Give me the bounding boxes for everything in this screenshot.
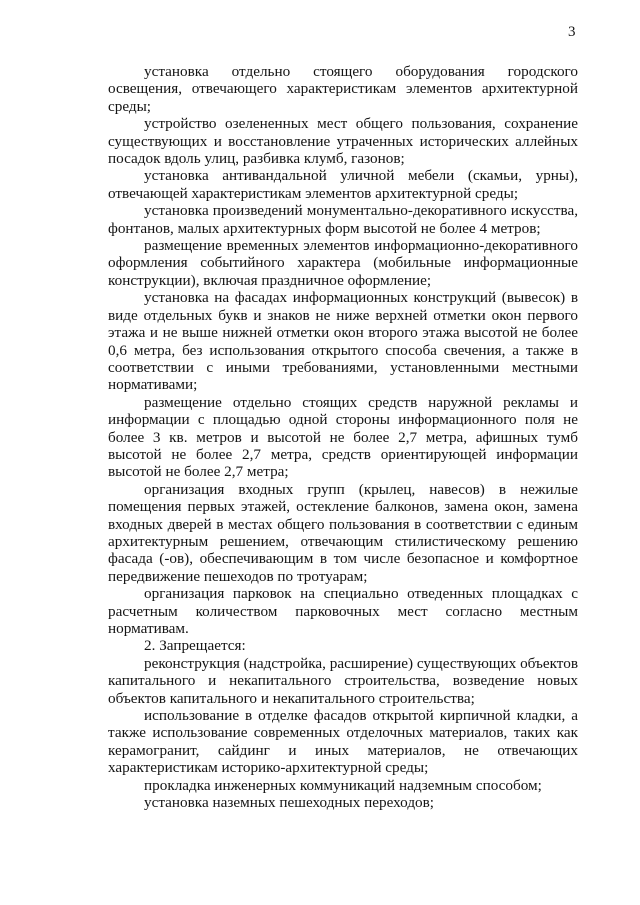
- paragraph-outdoor-advertising: размещение отдельно стоящих средств наружной рекламы и информации с площадью одной стороны информационного поля не более 3 кв. метров и высотой не более 2,7 метра, афишных тумб высотой не более 2,7 метра, средств ориентирующей информации высотой не более 2,7 метра;: [108, 393, 578, 481]
- paragraph-facade-signage: установка на фасадах информационных конструкций (вывесок) в виде отдельных букв и знаков не ниже верхней отметки окон первого этажа и не выше нижней отметки окон второго этажа высотой не более 0,6 метра, без использования открытого способа свечения, а также в соответствии с иными требованиями, установленными местными нормативами;: [108, 289, 578, 394]
- document-body: [108, 63, 578, 811]
- page-number: 3: [568, 24, 576, 40]
- paragraph-street-furniture: установка антивандальной уличной мебели (скамьи, урны), отвечающей характеристикам элементов архитектурной среды;: [108, 167, 578, 202]
- paragraph-entrance-groups: организация входных групп (крылец, навесов) в нежилые помещения первых этажей, остекление балконов, замена окон, замена входных дверей в местах общего пользования в соответствии с единым архитектурным решением, отвечающим стилистическому решению фасада (-ов), обеспечивающим в том числе безопасное и комфортное передвижение пешеходов по тротуарам;: [108, 480, 578, 585]
- paragraph-parking: организация парковок на специально отведенных площадках с расчетным количеством парковочных мест согласно местным нормативам.: [108, 585, 578, 637]
- paragraph-greenery: устройство озелененных мест общего пользования, сохранение существующих и восстановление утраченных исторических аллейных посадок вдоль улиц, разбивка клумб, газонов;: [108, 115, 578, 168]
- paragraph-monumental-art: установка произведений монументально-декоративного искусства, фонтанов, малых архитектурных форм высотой не более 4 метров;: [108, 202, 578, 237]
- paragraph-reconstruction: реконструкция (надстройка, расширение) существующих объектов капитального и некапитального строительства, возведение новых объектов капитального и некапитального строительства;: [108, 654, 578, 707]
- paragraph-street-lighting: установка отдельно стоящего оборудования городского освещения, отвечающего характеристикам элементов архитектурной среды;: [108, 63, 578, 115]
- paragraph-facade-materials: использование в отделке фасадов открытой кирпичной кладки, а также использование современных отделочных материалов, таких как керамогранит, сайдинг и иных материалов, не отвечающих характеристикам историко-архитектурной среды;: [108, 707, 578, 777]
- paragraph-overhead-utilities: прокладка инженерных коммуникаций надземным способом;: [144, 776, 542, 794]
- paragraph-temporary-decoration: размещение временных элементов информационно-декоративного оформления событийного характера (мобильные информационные конструкции), включая праздничное оформление;: [108, 237, 578, 289]
- paragraph-pedestrian-crossings: установка наземных пешеходных переходов;: [144, 794, 435, 812]
- section-heading-prohibited: 2. Запрещается:: [144, 637, 246, 655]
